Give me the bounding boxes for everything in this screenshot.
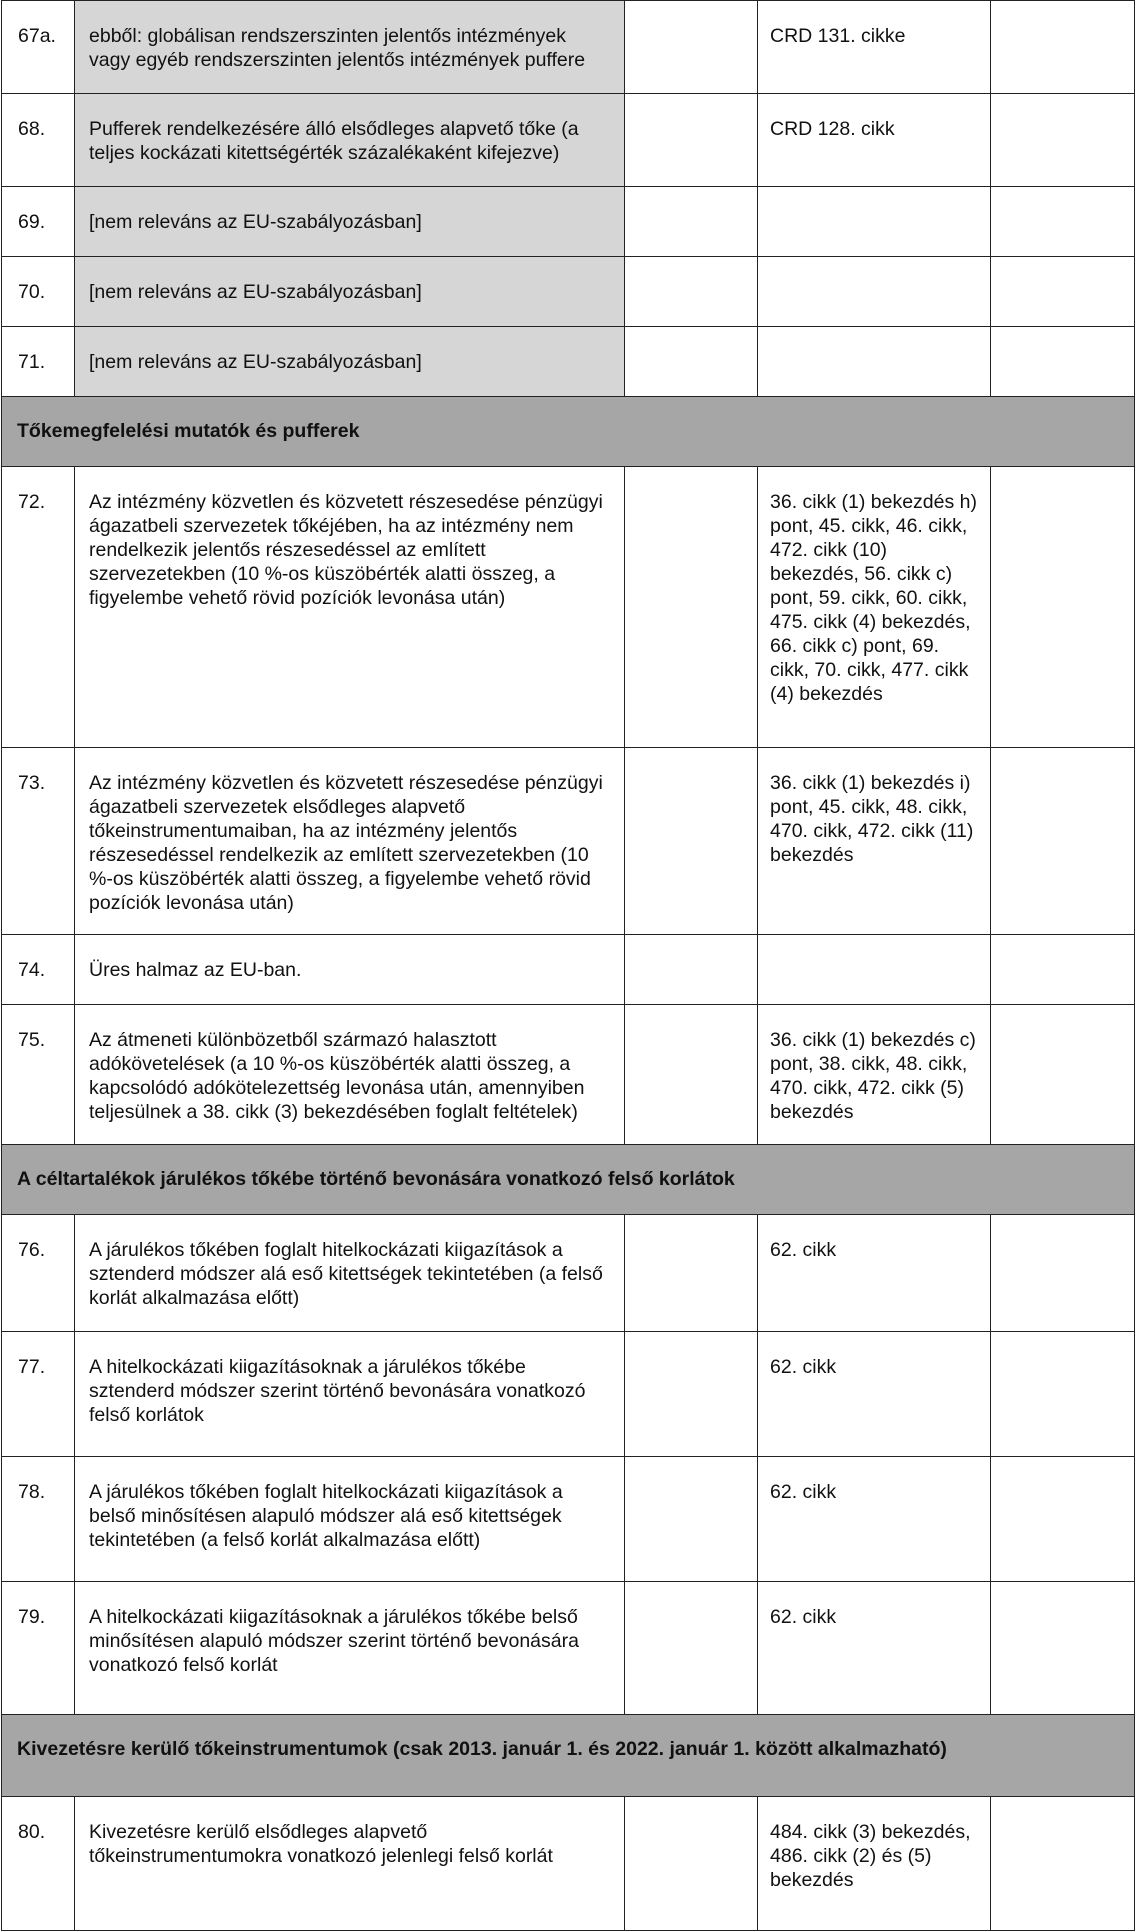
table-row xyxy=(2,935,1135,1005)
regulation-reference: CRD 131. cikke xyxy=(758,1,991,94)
row-description: A járulékos tőkében foglalt hitelkockázati kiigazítások a sztenderd módszer alá eső kitettségek tekintetében (a felső korlát alkalmazása előtt) xyxy=(75,1215,625,1332)
regulation-reference: 36. cikk (1) bekezdés c) pont, 38. cikk, 48. cikk, 470. cikk, 472. cikk (5) bekezdés xyxy=(758,1005,991,1145)
regulation-reference xyxy=(758,257,991,327)
row-number: 73. xyxy=(2,748,75,935)
row-description: A hitelkockázati kiigazításoknak a járulékos tőkébe belső minősítésen alapuló módszer szerint történő bevonására vonatkozó felső korlát xyxy=(75,1582,625,1715)
transitional-amount-cell xyxy=(991,1457,1135,1582)
table-row xyxy=(2,94,1135,187)
row-number: 80. xyxy=(2,1797,75,1931)
amount-cell xyxy=(625,748,758,935)
transitional-amount-cell xyxy=(991,1,1135,94)
transitional-amount-cell xyxy=(991,467,1135,748)
table-row xyxy=(2,467,1135,748)
regulation-reference: 62. cikk xyxy=(758,1582,991,1715)
transitional-amount-cell xyxy=(991,1582,1135,1715)
table-row xyxy=(2,1457,1135,1582)
row-description: Az intézmény közvetlen és közvetett részesedése pénzügyi ágazatbeli szervezetek tőkéjében, ha az intézmény nem rendelkezik jelentős részesedéssel az említett szervezetekben (10 %-os küszöbérték alatti összeg, a figyelembe vehető rövid pozíciók levonása után) xyxy=(75,467,625,748)
row-description: Üres halmaz az EU-ban. xyxy=(75,935,625,1005)
row-description: [nem releváns az EU-szabályozásban] xyxy=(75,327,625,397)
table-row xyxy=(2,1332,1135,1457)
row-number: 78. xyxy=(2,1457,75,1582)
amount-cell xyxy=(625,94,758,187)
amount-cell xyxy=(625,467,758,748)
amount-cell xyxy=(625,1005,758,1145)
regulation-reference: 36. cikk (1) bekezdés i) pont, 45. cikk, 48. cikk, 470. cikk, 472. cikk (11) bekezdés xyxy=(758,748,991,935)
amount-cell xyxy=(625,327,758,397)
row-description: [nem releváns az EU-szabályozásban] xyxy=(75,187,625,257)
transitional-amount-cell xyxy=(991,327,1135,397)
table-row xyxy=(2,1797,1135,1931)
table-row xyxy=(2,748,1135,935)
regulation-reference: 62. cikk xyxy=(758,1457,991,1582)
row-number: 67a. xyxy=(2,1,75,94)
regulation-reference: 62. cikk xyxy=(758,1215,991,1332)
table-body xyxy=(2,1,1135,1931)
section-header-row xyxy=(2,1145,1135,1215)
section-title: Tőkemegfelelési mutatók és pufferek xyxy=(2,397,1135,467)
regulation-reference xyxy=(758,935,991,1005)
row-description: Pufferek rendelkezésére álló elsődleges alapvető tőke (a teljes kockázati kitettségérték százalékaként kifejezve) xyxy=(75,94,625,187)
transitional-amount-cell xyxy=(991,94,1135,187)
section-title: A céltartalékok járulékos tőkébe történő bevonására vonatkozó felső korlátok xyxy=(2,1145,1135,1215)
row-description: Az átmeneti különbözetből származó halasztott adókövetelések (a 10 %-os küszöbérték alatti összeg, a kapcsolódó adókötelezettség levonása után, amennyiben teljesülnek a 38. cikk (3) bekezdésében foglalt feltételek) xyxy=(75,1005,625,1145)
regulation-reference: 484. cikk (3) bekezdés, 486. cikk (2) és (5) bekezdés xyxy=(758,1797,991,1931)
section-header-row xyxy=(2,397,1135,467)
amount-cell xyxy=(625,935,758,1005)
row-number: 70. xyxy=(2,257,75,327)
row-description: ebből: globálisan rendszerszinten jelentős intézmények vagy egyéb rendszerszinten jelentős intézmények puffere xyxy=(75,1,625,94)
amount-cell xyxy=(625,1457,758,1582)
row-number: 77. xyxy=(2,1332,75,1457)
row-number: 72. xyxy=(2,467,75,748)
row-number: 71. xyxy=(2,327,75,397)
row-description: Az intézmény közvetlen és közvetett részesedése pénzügyi ágazatbeli szervezetek elsődleges alapvető tőkeinstrumentumaiban, ha az intézmény jelentős részesedéssel rendelkezik az említett szervezetekben (10 %-os küszöbérték alatti összeg, a figyelembe vehető rövid pozíciók levonása után) xyxy=(75,748,625,935)
amount-cell xyxy=(625,1215,758,1332)
regulation-reference: 62. cikk xyxy=(758,1332,991,1457)
transitional-amount-cell xyxy=(991,1005,1135,1145)
row-number: 68. xyxy=(2,94,75,187)
regulation-reference: 36. cikk (1) bekezdés h) pont, 45. cikk, 46. cikk, 472. cikk (10) bekezdés, 56. cikk c) pont, 59. cikk, 60. cikk, 475. cikk (4) bekezdés, 66. cikk c) pont, 69. cikk, 70. cikk, 477. cikk (4) bekezdés xyxy=(758,467,991,748)
section-header-row xyxy=(2,1715,1135,1797)
row-number: 69. xyxy=(2,187,75,257)
row-number: 74. xyxy=(2,935,75,1005)
table-row xyxy=(2,257,1135,327)
table-row xyxy=(2,1,1135,94)
amount-cell xyxy=(625,1797,758,1931)
transitional-amount-cell xyxy=(991,935,1135,1005)
capital-disclosure-table xyxy=(1,0,1135,1931)
transitional-amount-cell xyxy=(991,748,1135,935)
regulation-reference xyxy=(758,187,991,257)
row-description: Kivezetésre kerülő elsődleges alapvető tőkeinstrumentumokra vonatkozó jelenlegi felső korlát xyxy=(75,1797,625,1931)
transitional-amount-cell xyxy=(991,1797,1135,1931)
row-description: A hitelkockázati kiigazításoknak a járulékos tőkébe sztenderd módszer szerint történő bevonására vonatkozó felső korlátok xyxy=(75,1332,625,1457)
regulation-reference: CRD 128. cikk xyxy=(758,94,991,187)
table-row xyxy=(2,1582,1135,1715)
amount-cell xyxy=(625,257,758,327)
row-number: 76. xyxy=(2,1215,75,1332)
table-row xyxy=(2,1005,1135,1145)
section-title: Kivezetésre kerülő tőkeinstrumentumok (csak 2013. január 1. és 2022. január 1. között alkalmazható) xyxy=(2,1715,1135,1797)
amount-cell xyxy=(625,1582,758,1715)
row-description: [nem releváns az EU-szabályozásban] xyxy=(75,257,625,327)
transitional-amount-cell xyxy=(991,1215,1135,1332)
table-row xyxy=(2,1215,1135,1332)
row-number: 75. xyxy=(2,1005,75,1145)
row-description: A járulékos tőkében foglalt hitelkockázati kiigazítások a belső minősítésen alapuló módszer alá eső kitettségek tekintetében (a felső korlát alkalmazása előtt) xyxy=(75,1457,625,1582)
transitional-amount-cell xyxy=(991,1332,1135,1457)
transitional-amount-cell xyxy=(991,257,1135,327)
table-row xyxy=(2,327,1135,397)
amount-cell xyxy=(625,1,758,94)
amount-cell xyxy=(625,1332,758,1457)
table-row xyxy=(2,187,1135,257)
transitional-amount-cell xyxy=(991,187,1135,257)
amount-cell xyxy=(625,187,758,257)
row-number: 79. xyxy=(2,1582,75,1715)
regulation-reference xyxy=(758,327,991,397)
